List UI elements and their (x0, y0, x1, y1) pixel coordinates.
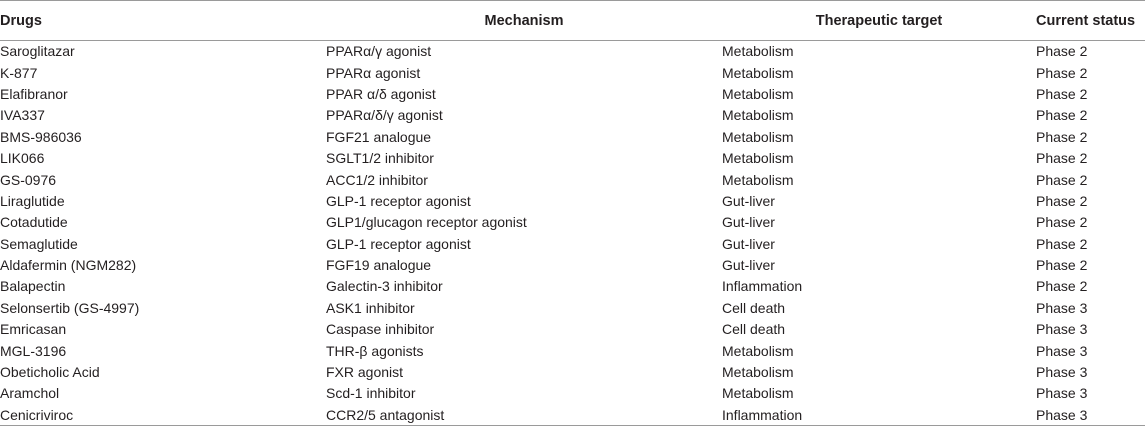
cell-mechanism: FGF19 analogue (326, 257, 432, 274)
cell-mechanism: PPARα agonist (326, 64, 421, 81)
header-drugs: Drugs (0, 1, 326, 41)
cell-current-status: Phase 3 (1036, 299, 1088, 316)
cell-drug: GS-0976 (0, 171, 57, 188)
table-body (0, 41, 1145, 426)
cell-drug: Emricasan (0, 321, 67, 338)
table-row (0, 83, 1145, 104)
cell-mechanism: FXR agonist (326, 364, 404, 381)
cell-drug: Elafibranor (0, 85, 68, 102)
table-row (0, 319, 1145, 340)
table-row (0, 147, 1145, 168)
cell-mechanism: Caspase inhibitor (326, 321, 435, 338)
cell-drug: Semaglutide (0, 235, 78, 252)
table-header (0, 1, 1145, 41)
table-row (0, 62, 1145, 83)
header-therapeutic-target: Therapeutic target (722, 1, 1036, 41)
cell-therapeutic-target: Gut-liver (722, 192, 775, 209)
table-row (0, 190, 1145, 211)
cell-current-status: Phase 3 (1036, 404, 1145, 425)
cell-therapeutic-target: Metabolism (722, 385, 794, 402)
cell-therapeutic-target: Metabolism (722, 43, 794, 60)
cell-current-status: Phase 2 (1036, 150, 1088, 167)
cell-drug: Cenicriviroc (0, 404, 326, 425)
cell-drug: MGL-3196 (0, 342, 67, 359)
cell-drug: LIK066 (0, 150, 45, 167)
table-row (0, 212, 1145, 233)
table-row (0, 169, 1145, 190)
cell-mechanism: Scd-1 inhibitor (326, 385, 416, 402)
cell-drug: Selonsertib (GS-4997) (0, 299, 140, 316)
cell-drug: Aldafermin (NGM282) (0, 257, 137, 274)
cell-therapeutic-target: Metabolism (722, 342, 794, 359)
cell-mechanism: PPAR α/δ agonist (326, 85, 436, 102)
cell-drug: Aramchol (0, 385, 60, 402)
cell-mechanism: SGLT1/2 inhibitor (326, 150, 434, 167)
cell-current-status: Phase 2 (1036, 107, 1088, 124)
cell-current-status: Phase 2 (1036, 235, 1088, 252)
cell-drug: Saroglitazar (0, 43, 75, 60)
cell-mechanism: Galectin-3 inhibitor (326, 278, 443, 295)
cell-therapeutic-target: Gut-liver (722, 235, 775, 252)
header-row (0, 1, 1145, 41)
cell-mechanism: CCR2/5 antagonist (326, 404, 722, 425)
cell-current-status: Phase 2 (1036, 171, 1088, 188)
cell-mechanism: GLP-1 receptor agonist (326, 192, 471, 209)
table-row (0, 361, 1145, 382)
table-row (0, 126, 1145, 147)
cell-mechanism: ASK1 inhibitor (326, 299, 415, 316)
cell-therapeutic-target: Metabolism (722, 107, 794, 124)
cell-therapeutic-target: Cell death (722, 321, 786, 338)
cell-therapeutic-target: Metabolism (722, 364, 794, 381)
cell-therapeutic-target: Metabolism (722, 64, 794, 81)
cell-drug: IVA337 (0, 107, 45, 124)
cell-mechanism: PPARα/δ/γ agonist (326, 107, 443, 124)
table-row (0, 340, 1145, 361)
table-row (0, 297, 1145, 318)
cell-current-status: Phase 2 (1036, 214, 1088, 231)
table-row (0, 254, 1145, 275)
cell-therapeutic-target: Metabolism (722, 171, 794, 188)
cell-drug: K-877 (0, 64, 38, 81)
cell-therapeutic-target: Gut-liver (722, 257, 775, 274)
table-row (0, 41, 1145, 62)
cell-therapeutic-target: Inflammation (722, 278, 803, 295)
cell-current-status: Phase 3 (1036, 342, 1088, 359)
cell-therapeutic-target: Metabolism (722, 85, 794, 102)
cell-current-status: Phase 3 (1036, 321, 1088, 338)
cell-current-status: Phase 2 (1036, 43, 1088, 60)
table-row (0, 233, 1145, 254)
cell-drug: BMS-986036 (0, 128, 82, 145)
cell-mechanism: GLP1/glucagon receptor agonist (326, 214, 527, 231)
cell-mechanism: THR-β agonists (326, 342, 424, 359)
table-row (0, 276, 1145, 297)
cell-current-status: Phase 3 (1036, 385, 1088, 402)
table-row (0, 404, 1145, 425)
cell-current-status: Phase 2 (1036, 192, 1088, 209)
cell-therapeutic-target: Metabolism (722, 128, 794, 145)
cell-mechanism: PPARα/γ agonist (326, 43, 432, 60)
table-row (0, 105, 1145, 126)
cell-current-status: Phase 2 (1036, 85, 1088, 102)
cell-current-status: Phase 2 (1036, 278, 1088, 295)
cell-current-status: Phase 2 (1036, 128, 1088, 145)
cell-drug: Cotadutide (0, 214, 68, 231)
cell-therapeutic-target: Gut-liver (722, 214, 775, 231)
cell-mechanism: GLP-1 receptor agonist (326, 235, 471, 252)
cell-current-status: Phase 2 (1036, 257, 1088, 274)
table-row (0, 383, 1145, 404)
cell-mechanism: FGF21 analogue (326, 128, 432, 145)
cell-therapeutic-target: Metabolism (722, 150, 794, 167)
cell-drug: Obeticholic Acid (0, 364, 100, 381)
cell-therapeutic-target: Cell death (722, 299, 786, 316)
header-mechanism: Mechanism (326, 1, 722, 41)
cell-mechanism: ACC1/2 inhibitor (326, 171, 428, 188)
cell-therapeutic-target: Inflammation (722, 404, 1036, 425)
cell-drug: Liraglutide (0, 192, 65, 209)
cell-current-status: Phase 3 (1036, 364, 1088, 381)
cell-drug: Balapectin (0, 278, 66, 295)
header-current-status: Current status (1036, 1, 1145, 41)
cell-current-status: Phase 2 (1036, 64, 1088, 81)
